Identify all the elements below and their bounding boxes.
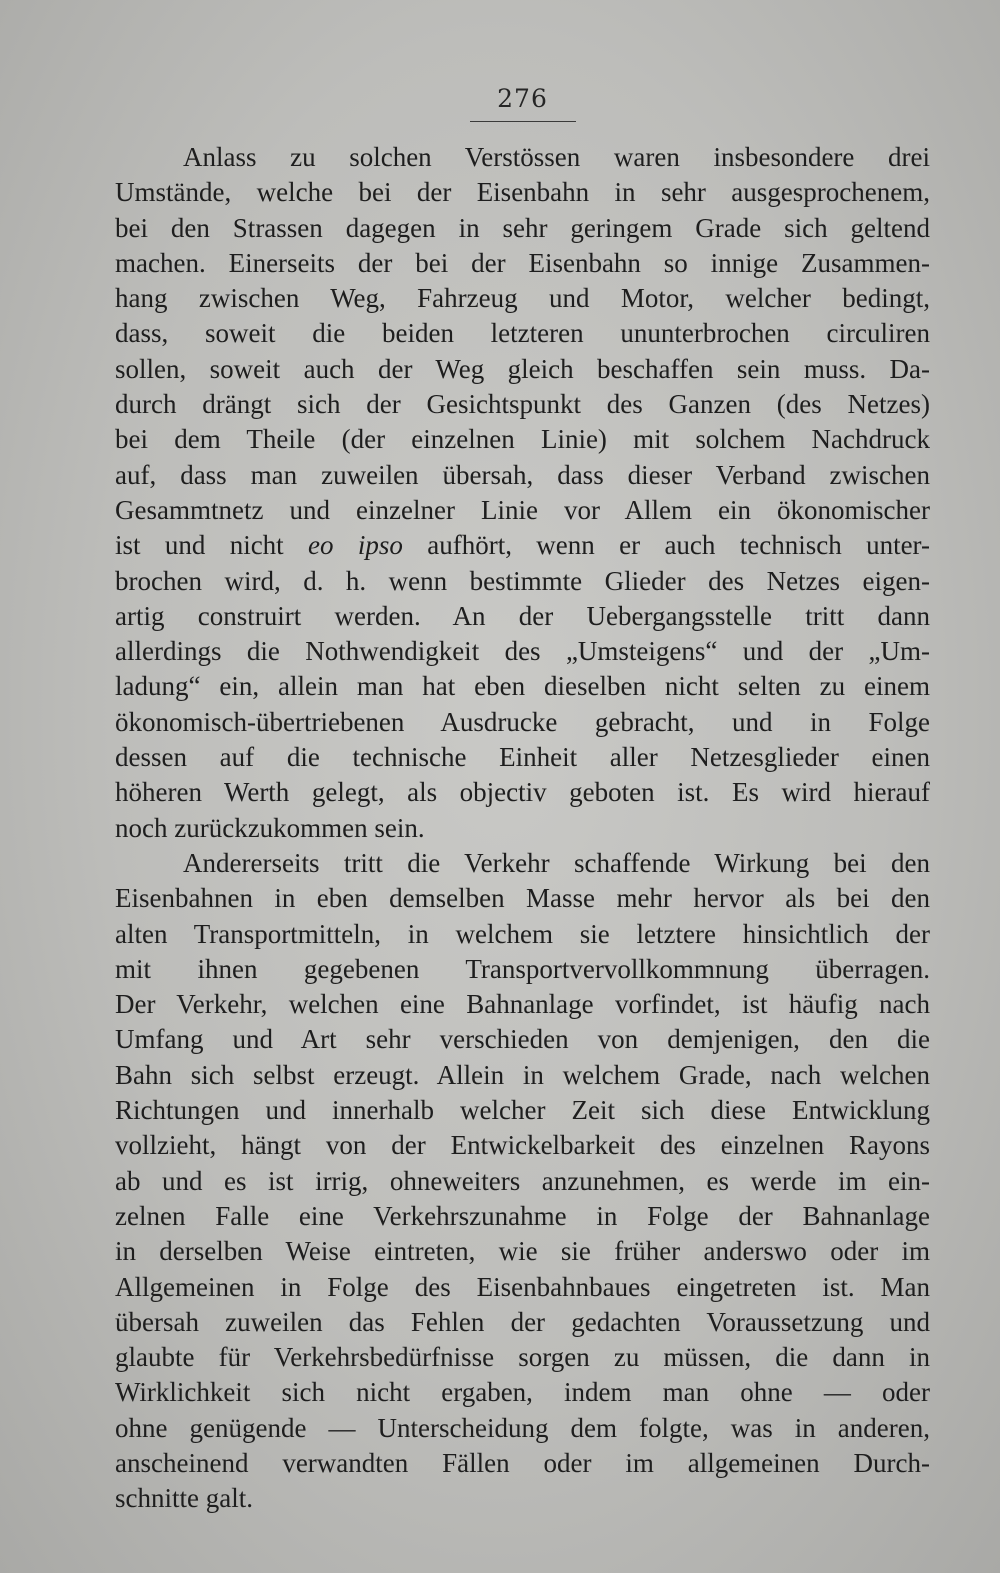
text-line: auf, dass man zuweilen übersah, dass dieser Verband zwischen bbox=[115, 459, 930, 490]
text-line: dass, soweit die beiden letzteren ununterbrochen circuliren bbox=[115, 318, 930, 349]
page-number-rule bbox=[470, 121, 576, 122]
text-line: ab und es ist irrig, ohneweiters anzunehmen, es werde im ein- bbox=[115, 1165, 930, 1196]
text-line-with-latin bbox=[115, 528, 930, 563]
text-line: Umstände, welche bei der Eisenbahn in sehr ausgesprochenem, bbox=[115, 177, 930, 208]
text-line: Anlass zu solchen Verstössen waren insbesondere drei bbox=[183, 142, 930, 172]
text-line: ökonomisch-übertriebenen Ausdrucke gebracht, und in Folge bbox=[115, 706, 930, 737]
page-number: 276 bbox=[497, 84, 548, 113]
latin-phrase: eo ipso bbox=[308, 530, 403, 561]
text-line: übersah zuweilen das Fehlen der gedachten Voraussetzung und bbox=[115, 1306, 930, 1337]
text-line: sollen, soweit auch der Weg gleich beschaffen sein muss. Da- bbox=[115, 353, 930, 384]
text-line: artig construirt werden. An der Uebergangsstelle tritt dann bbox=[115, 600, 930, 631]
text-fragment: aufhört, wenn er auch technisch unter- bbox=[402, 530, 930, 561]
text-line: noch zurückzukommen sein. bbox=[115, 812, 425, 843]
text-line: brochen wird, d. h. wenn bestimmte Glieder des Netzes eigen- bbox=[115, 565, 930, 596]
text-line: mit ihnen gegebenen Transportvervollkommnung überragen. bbox=[115, 953, 930, 984]
text-line: Bahn sich selbst erzeugt. Allein in welchem Grade, nach welchen bbox=[115, 1059, 930, 1090]
text-line: Gesammtnetz und einzelner Linie vor Allem ein ökonomischer bbox=[115, 494, 930, 525]
text-line: ladung“ ein, allein man hat eben dieselben nicht selten zu einem bbox=[115, 671, 930, 702]
text-fragment: ist und nicht bbox=[115, 530, 309, 561]
text-line: anscheinend verwandten Fällen oder im allgemeinen Durch- bbox=[115, 1447, 930, 1478]
text-line: höheren Werth gelegt, als objectiv geboten ist. Es wird hierauf bbox=[115, 777, 930, 808]
text-line: zelnen Falle eine Verkehrszunahme in Folge der Bahnanlage bbox=[115, 1200, 930, 1231]
text-line: machen. Einerseits der bei der Eisenbahn so innige Zusammen- bbox=[115, 247, 930, 278]
text-line: glaubte für Verkehrsbedürfnisse sorgen zu müssen, die dann in bbox=[115, 1342, 930, 1373]
text-line: bei den Strassen dagegen in sehr geringem Grade sich geltend bbox=[115, 212, 930, 243]
paragraph-2 bbox=[115, 846, 930, 1517]
body-text bbox=[115, 140, 930, 1517]
text-line: dessen auf die technische Einheit aller Netzesglieder einen bbox=[115, 742, 930, 773]
text-line: Andererseits tritt die Verkehr schaffende Wirkung bei den bbox=[183, 847, 930, 878]
text-line: allerdings die Nothwendigkeit des „Umsteigens“ und der „Um- bbox=[115, 636, 930, 667]
text-line: Wirklichkeit sich nicht ergaben, indem man ohne — oder bbox=[115, 1377, 930, 1408]
text-line: Der Verkehr, welchen eine Bahnanlage vorfindet, ist häufig nach bbox=[115, 989, 930, 1020]
text-line: bei dem Theile (der einzelnen Linie) mit solchem Nachdruck bbox=[115, 424, 930, 455]
text-line: durch drängt sich der Gesichtspunkt des Ganzen (des Netzes) bbox=[115, 389, 930, 420]
text-line: Eisenbahnen in eben demselben Masse mehr hervor als bei den bbox=[115, 883, 930, 914]
paragraph-1 bbox=[115, 140, 930, 846]
text-line: Allgemeinen in Folge des Eisenbahnbaues eingetreten ist. Man bbox=[115, 1271, 930, 1302]
text-line: schnitte galt. bbox=[115, 1483, 253, 1514]
text-line: Umfang und Art sehr verschieden von demjenigen, den die bbox=[115, 1024, 930, 1055]
text-line: in derselben Weise eintreten, wie sie früher anderswo oder im bbox=[115, 1236, 930, 1267]
text-line: hang zwischen Weg, Fahrzeug und Motor, welcher bedingt, bbox=[115, 283, 930, 314]
text-line: alten Transportmitteln, in welchem sie letztere hinsichtlich der bbox=[115, 918, 930, 949]
text-line: ohne genügende — Unterscheidung dem folgte, was in anderen, bbox=[115, 1412, 930, 1443]
text-line: vollzieht, hängt von der Entwickelbarkeit des einzelnen Rayons bbox=[115, 1130, 930, 1161]
text-line: Richtungen und innerhalb welcher Zeit sich diese Entwicklung bbox=[115, 1095, 930, 1126]
